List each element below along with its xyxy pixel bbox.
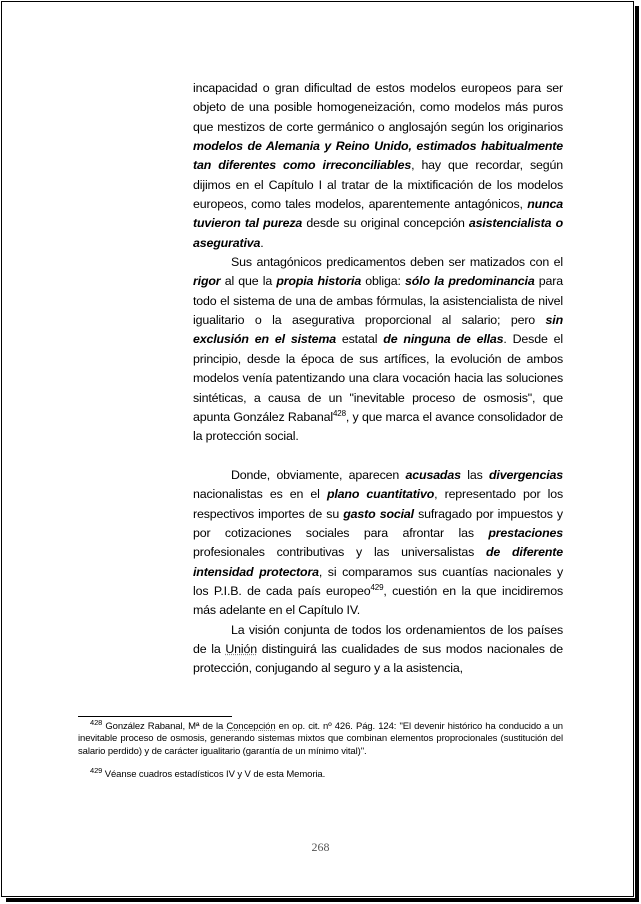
text-run: al que la: [220, 274, 277, 289]
emphasis-text: sólo la predominancia: [405, 274, 535, 289]
footnotes: [78, 718, 563, 782]
text-run: .: [260, 235, 264, 250]
emphasis-text: divergencias: [489, 467, 563, 482]
text-run: obliga:: [361, 274, 406, 289]
text-run: sufragado por impuestos y por cotizaciones sociales para afrontar las: [193, 506, 563, 540]
emphasis-text: prestaciones: [488, 525, 563, 540]
text-run: Véanse cuadros estadísticos IV y V de esta Memoria.: [102, 769, 326, 781]
text-run: Donde, obviamente, aparecen: [231, 467, 406, 482]
emphasis-text: modelos de Alemania y Reino Unido, estimados habitualmente tan diferentes como irreconciliables: [193, 139, 563, 173]
text-run: distinguirá las cualidades de sus modos nacionales de protección, conjugando al seguro y a la asistencia,: [193, 641, 564, 676]
emphasis-text: nunca tuvieron tal pureza: [193, 197, 563, 231]
footnote-marker: 428: [90, 718, 103, 727]
footnote-marker: 429: [370, 582, 384, 592]
emphasis-text: de ninguna de ellas: [383, 332, 504, 347]
paragraph-3: [193, 466, 563, 621]
text-run: , si comparamos sus cuantías nacionales y los P.I.B. de cada país europeo: [193, 564, 563, 598]
emphasis-text: de diferente intensidad protectora: [193, 545, 563, 579]
marked-word: Unión: [225, 641, 257, 656]
body-text: [193, 79, 563, 679]
text-run: , y que marca el avance consolidador de la protección social.: [193, 409, 563, 444]
text-run: , representado por los respectivos importes de su: [193, 487, 563, 521]
paragraph-gap: [193, 447, 563, 466]
page-shadow-right: [635, 6, 639, 902]
text-run: La visión conjunta de todos los ordenamientos de los países de la: [193, 622, 563, 656]
paragraph-2: [193, 253, 563, 446]
text-run: profesionales contributivas y las universalistas: [193, 545, 486, 560]
emphasis-text: gasto social: [343, 506, 414, 521]
footnote-429: [78, 766, 563, 781]
text-run: las: [460, 467, 490, 482]
text-run: incapacidad o gran dificultad de estos modelos europeos para ser objeto de una posible homogeneización, como modelos más puros que mestizos de corte germánico o anglosajón según los originarios: [193, 81, 563, 134]
paragraph-1: [193, 79, 563, 253]
text-run: , hay que recordar, según dijimos en el Capítulo I al tratar de la mixtificación de los modelos europeos, como tales modelos, aparentemente antagónicos,: [193, 158, 563, 212]
text-run: para todo el sistema de una de ambas fórmulas, la asistencialista de nivel igualitario o la asegurativa proporcional al salario; pero: [193, 274, 563, 328]
paragraph-4: [193, 621, 563, 679]
text-run: en op. cit. nº 426. Pág. 124: "El devenir histórico ha conducido a un inevitable proceso de osmosis, generando sistemas mixtos que combinan elementos proprocionales (sustitución del salario perdido) y de carácter igualitario (garantía de un mínimo vital)".: [78, 721, 563, 757]
text-run: estatal: [335, 332, 384, 347]
text-run: González Rabanal, Mª de la: [102, 721, 227, 732]
page-number: 268: [311, 840, 330, 854]
text-run: nacionalistas es en el: [193, 487, 327, 502]
emphasis-text: plano cuantitativo: [326, 487, 435, 502]
emphasis-text: asistencialista o asegurativa: [193, 216, 563, 250]
footnote-marker: 428: [332, 408, 346, 418]
emphasis-text: propia historia: [276, 274, 362, 289]
text-run: . Desde el principio, desde la época de sus artífices, la evolución de ambos modelos venía patentizando una clara vocación hacia las soluciones sintéticas, a causa de un "inevitable proceso de osmosis", que apunta González Rabanal: [193, 332, 563, 424]
footnote-separator: [78, 716, 232, 717]
text-run: desde su original concepción: [302, 216, 469, 231]
footnote-marker: 429: [90, 766, 103, 776]
text-run: Sus antagónicos predicamentos deben ser matizados con el: [231, 255, 563, 270]
text-run: , cuestión en la que incidiremos más adelante en el Capítulo IV.: [193, 583, 563, 618]
emphasis-text: rigor: [193, 274, 221, 289]
emphasis-text: sin exclusión en el sistema: [193, 313, 563, 347]
footnote-428: [78, 718, 563, 758]
marked-word: Concepción: [226, 721, 276, 732]
emphasis-text: acusadas: [405, 467, 461, 482]
page-shadow-bottom: [6, 898, 639, 902]
